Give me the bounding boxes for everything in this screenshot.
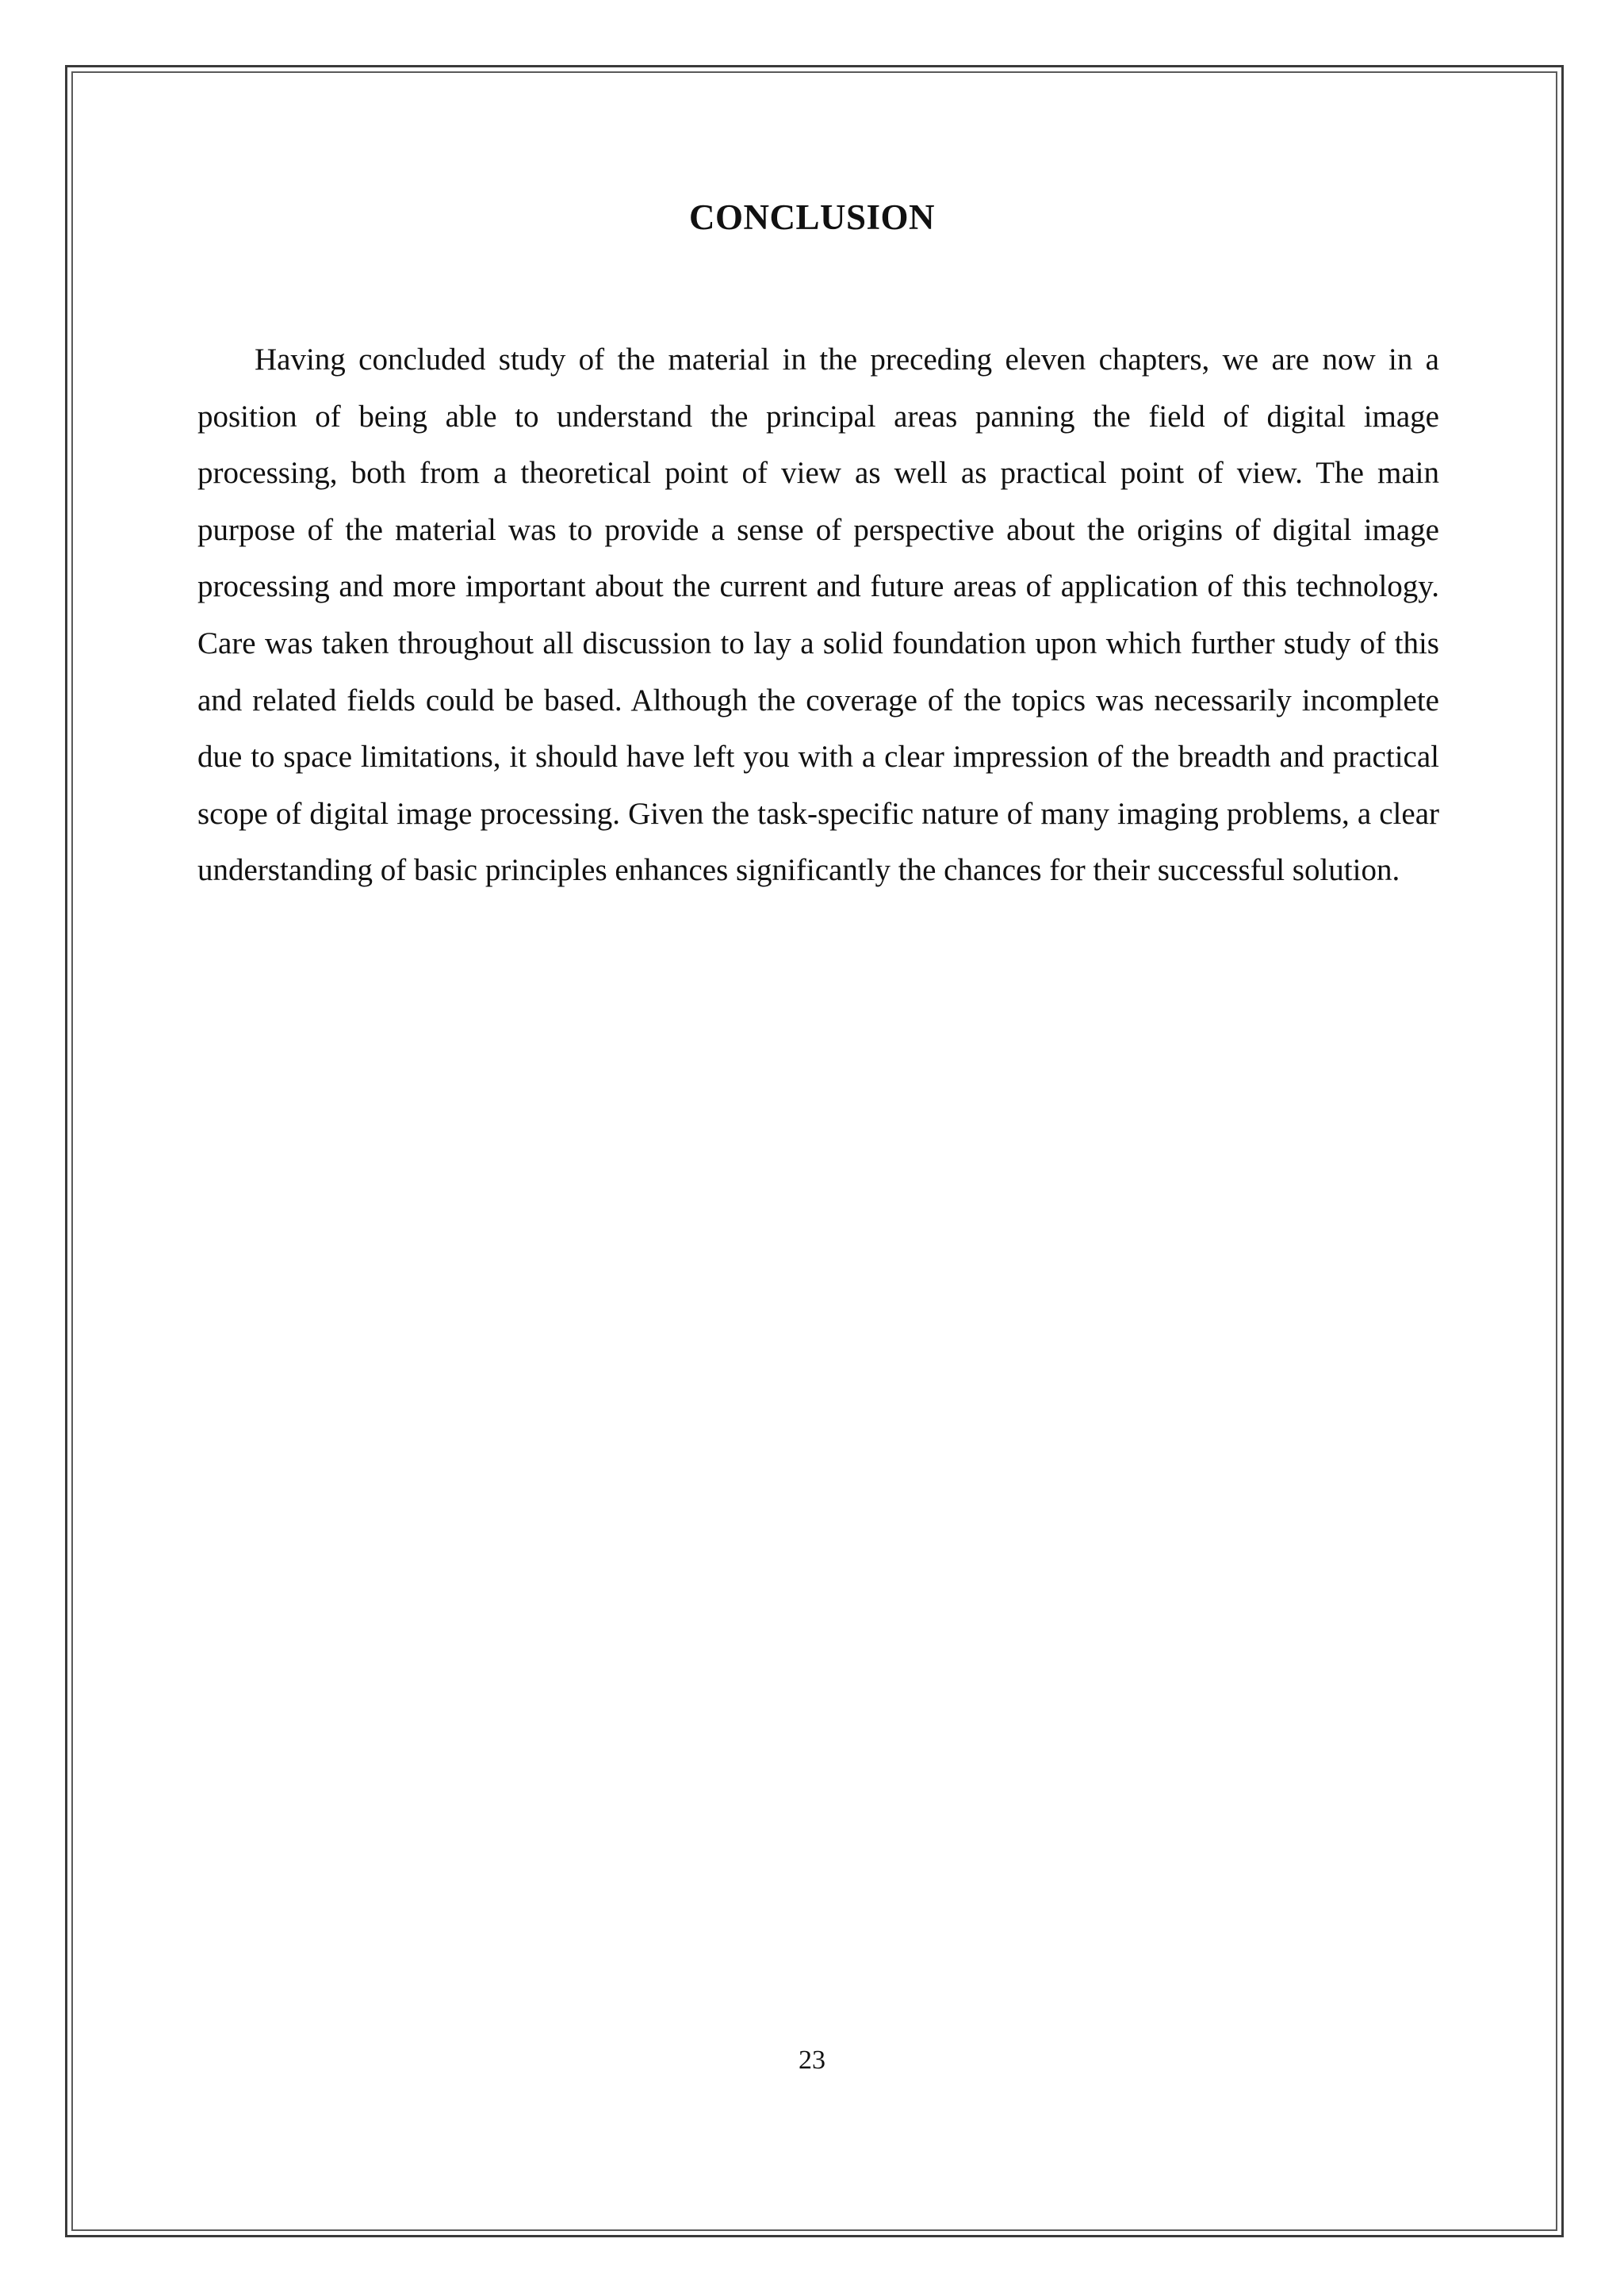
conclusion-paragraph: Having concluded study of the material in the preceding eleven chapters, we are now in a position of being able to understand the principal areas panning the field of digital image processing, both from a theoretical point of view as well as practical point of view. The main purpose of the material was to provide a sense of perspective about the origins of digital image processing and more important about the current and future areas of application of this technology. Care was taken throughout all discussion to lay a solid foundation upon which further study of this and related fields could be based. Although the coverage of the topics was necessarily incomplete due to space limitations, it should have left you with a clear impression of the breadth and practical scope of digital image processing. Given the task-specific nature of many imaging problems, a clear understanding of basic principles enhances significantly the chances for their successful solution. [197,342,1439,888]
page-heading: CONCLUSION [688,197,936,237]
page-number: 23 [799,2045,825,2075]
